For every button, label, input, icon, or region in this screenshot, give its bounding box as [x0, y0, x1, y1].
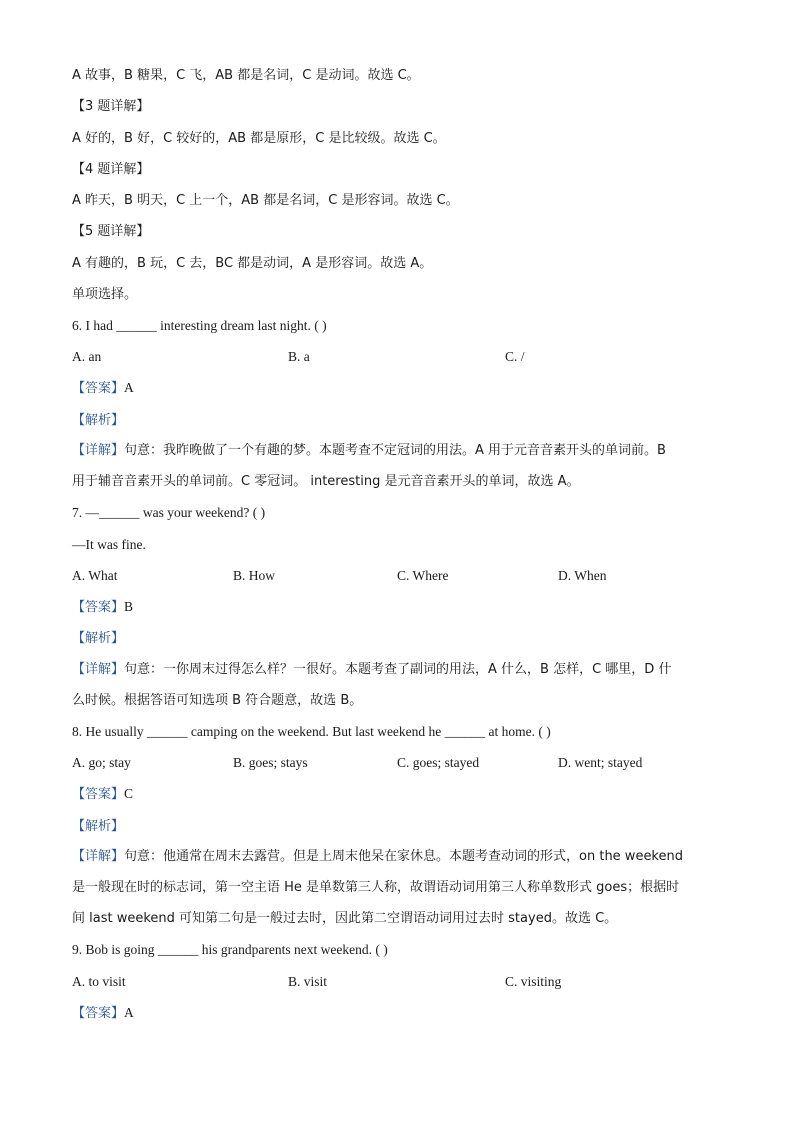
q6-detail-line-2: 用于辅音音素开头的单词前。C 零冠词。 interesting 是元音音素开头的单词，故选 A。	[72, 474, 580, 489]
q8-option-a: A. go; stay	[72, 755, 131, 770]
analysis-tag: 【解析】	[72, 631, 125, 646]
detail-text: 句意：他通常在周末去露营。但是上周末他呆在家休息。本题考查动词的形式，on the weekend	[124, 849, 683, 864]
q4-explanation: A 昨天，B 明天，C 上一个，AB 都是名词，C 是形容词。故选 C。	[72, 193, 459, 208]
q9-option-b: B. visit	[288, 974, 328, 989]
q8-stem: 8. He usually ______ camping on the weekend. But last weekend he ______ at home. ( )	[72, 724, 551, 739]
q6-answer	[72, 378, 734, 399]
q5-detail-heading: 【5 题详解】	[72, 224, 150, 239]
q7-option-b: B. How	[233, 568, 276, 583]
analysis-tag: 【解析】	[72, 819, 125, 834]
detail-text: 句意：我昨晚做了一个有趣的梦。本题考查不定冠词的用法。A 用于元音音素开头的单词前。B	[124, 443, 666, 458]
q8-answer	[72, 784, 734, 805]
q7-detail-line-2: 么时候。根据答语可知选项 B 符合题意，故选 B。	[72, 693, 363, 708]
q9-option-a: A. to visit	[72, 974, 126, 989]
detail-tag: 【详解】	[72, 443, 125, 458]
q7-detail-line-1	[72, 660, 734, 680]
q6-option-b: B. a	[288, 349, 310, 364]
q9-answer	[72, 1003, 734, 1024]
answer-tag: 【答案】	[72, 381, 125, 396]
answer-value: A	[124, 380, 134, 395]
q9-option-c: C. visiting	[505, 974, 562, 989]
q2-explanation: A 故事，B 糖果，C 飞，AB 都是名词，C 是动词。故选 C。	[72, 68, 420, 83]
detail-tag: 【详解】	[72, 849, 125, 864]
q7-answer	[72, 597, 734, 618]
answer-value: A	[124, 1005, 134, 1020]
q8-detail-line-3: 间 last weekend 可知第二句是一般过去时，因此第二空谓语动词用过去时 stayed。故选 C。	[72, 911, 618, 926]
q8-option-d: D. went; stayed	[558, 755, 643, 770]
q7-option-a: A. What	[72, 568, 118, 583]
q7-reply: —It was fine.	[72, 537, 146, 552]
detail-tag: 【详解】	[72, 662, 125, 677]
q4-detail-heading: 【4 题详解】	[72, 162, 150, 177]
q5-explanation: A 有趣的，B 玩，C 去，BC 都是动词，A 是形容词。故选 A。	[72, 256, 433, 271]
q6-option-c: C. /	[505, 349, 525, 364]
q8-option-c: C. goes; stayed	[397, 755, 480, 770]
answer-value: B	[124, 599, 134, 614]
q8-option-b: B. goes; stays	[233, 755, 308, 770]
q7-option-c: C. Where	[397, 568, 449, 583]
detail-text: 句意：一你周末过得怎么样？一很好。本题考查了副词的用法，A 什么，B 怎样，C 哪里，D 什	[124, 662, 672, 677]
q6-analysis	[72, 410, 734, 431]
q8-analysis	[72, 816, 734, 837]
q6-option-a: A. an	[72, 349, 102, 364]
section-heading: 单项选择。	[72, 287, 138, 302]
q7-stem: 7. —______ was your weekend? ( )	[72, 505, 266, 520]
q9-stem: 9. Bob is going ______ his grandparents next weekend. ( )	[72, 942, 388, 957]
q7-analysis	[72, 628, 734, 649]
q6-stem: 6. I had ______ interesting dream last night. ( )	[72, 318, 327, 333]
q3-detail-heading: 【3 题详解】	[72, 99, 150, 114]
answer-value: C	[124, 786, 134, 801]
q8-detail-line-1	[72, 847, 734, 867]
answer-tag: 【答案】	[72, 600, 125, 615]
answer-tag: 【答案】	[72, 1006, 125, 1021]
q6-detail-line-1	[72, 441, 734, 461]
analysis-tag: 【解析】	[72, 413, 125, 428]
q3-explanation: A 好的，B 好，C 较好的，AB 都是原形，C 是比较级。故选 C。	[72, 131, 446, 146]
answer-tag: 【答案】	[72, 787, 125, 802]
q8-detail-line-2: 是一般现在时的标志词，第一空主语 He 是单数第三人称，故谓语动词用第三人称单数形式 goes；根据时	[72, 880, 680, 895]
q7-option-d: D. When	[558, 568, 607, 583]
